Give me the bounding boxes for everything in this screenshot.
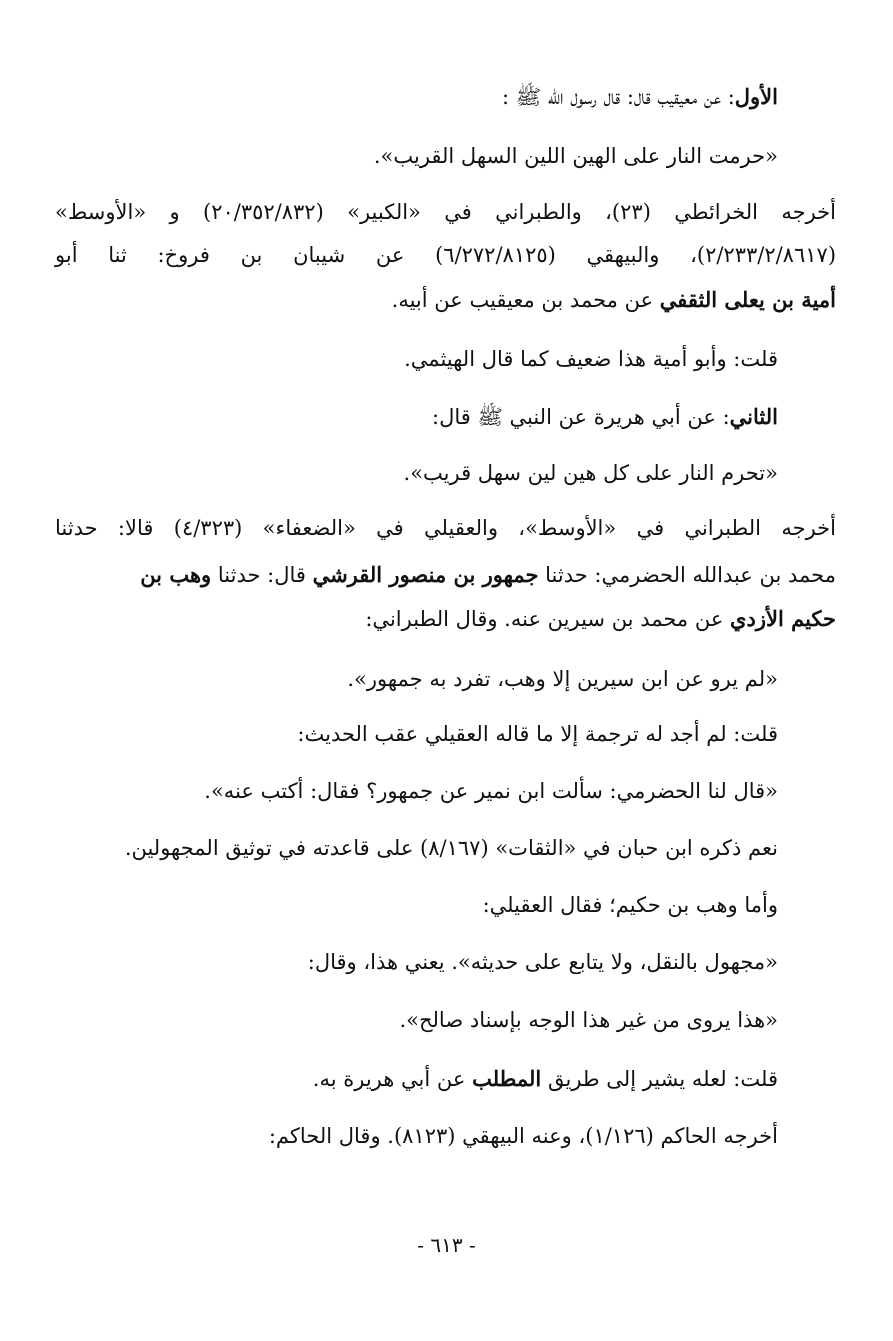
text-line-11 <box>365 608 836 630</box>
text-line-8: «تحرم النار على كل هين لين سهل قريب». <box>403 461 778 485</box>
narrator-name: وهب بن <box>140 562 212 587</box>
text-line-19 <box>313 1068 778 1090</box>
text-segment: محمد بن عبدالله الحضرمي: حدثنا <box>545 563 836 587</box>
narrator-name: حكيم الأزدي <box>730 606 836 631</box>
page-number: - ٦١٣ - <box>417 1233 476 1257</box>
narrator-name: أمية بن يعلى الثقفي <box>659 287 836 312</box>
text-line-10 <box>140 564 836 586</box>
text-line-17: «مجهول بالنقل، ولا يتابع على حديثه». يعني هذا، وقال: <box>307 950 778 974</box>
narrator-name: جمهور بن منصور القرشي <box>312 562 539 587</box>
text-line-2: «حرمت النار على الهين اللين السهل القريب». <box>373 144 778 168</box>
text-segment: عن محمد بن معيقيب عن أبيه. <box>391 288 654 312</box>
text-line-3: أخرجه الخرائطي (٢٣)، والطبراني في «الكبير» (٢٠/٣٥٢/٨٣٢) و «الأوسط» <box>55 200 836 224</box>
text-line-16: وأما وهب بن حكيم؛ فقال العقيلي: <box>482 893 778 917</box>
text-line-6: قلت: وأبو أمية هذا ضعيف كما قال الهيثمي. <box>404 347 778 371</box>
text-segment: قال: حدثنا <box>217 563 306 587</box>
item-heading-second: الثاني <box>729 404 778 429</box>
text-line-15: نعم ذكره ابن حبان في «الثقات» (٨/١٦٧) على قاعدته في توثيق المجهولين. <box>124 836 778 860</box>
text-segment: : عن معيقيب قال: قال رسول الله ﷺ : <box>502 85 735 109</box>
text-segment: : عن أبي هريرة عن النبي ﷺ قال: <box>432 405 730 429</box>
item-heading-first: الأول <box>734 84 778 109</box>
text-line-13: قلت: لم أجد له ترجمة إلا ما قاله العقيلي عقب الحديث: <box>297 722 778 746</box>
text-line-20: أخرجه الحاكم (١/١٢٦)، وعنه البيهقي (٨١٢٣). وقال الحاكم: <box>268 1124 778 1148</box>
text-line-7 <box>432 406 778 428</box>
text-segment: قلت: لعله يشير إلى طريق <box>547 1067 778 1091</box>
text-segment: عن محمد بن سيرين عنه. وقال الطبراني: <box>365 607 724 631</box>
narrator-name: المطلب <box>472 1066 542 1091</box>
text-segment: عن أبي هريرة به. <box>312 1067 466 1091</box>
text-line-9: أخرجه الطبراني في «الأوسط»، والعقيلي في «الضعفاء» (٤/٣٢٣) قالا: حدثنا <box>55 516 836 540</box>
text-line-12: «لم يرو عن ابن سيرين إلا وهب، تفرد به جمهور». <box>347 667 778 691</box>
text-line-4: (٢/٢٣٣/٢/٨٦١٧)، والبيهقي (٦/٢٧٢/٨١٢٥) عن شيبان بن فروخ: ثنا أبو <box>55 243 837 267</box>
text-line-18: «هذا يروى من غير هذا الوجه بإسناد صالح». <box>399 1008 778 1032</box>
text-line-14: «قال لنا الحضرمي: سألت ابن نمير عن جمهور؟ فقال: أكتب عنه». <box>204 779 778 803</box>
text-line-1 <box>502 86 778 108</box>
text-line-5 <box>392 289 836 311</box>
